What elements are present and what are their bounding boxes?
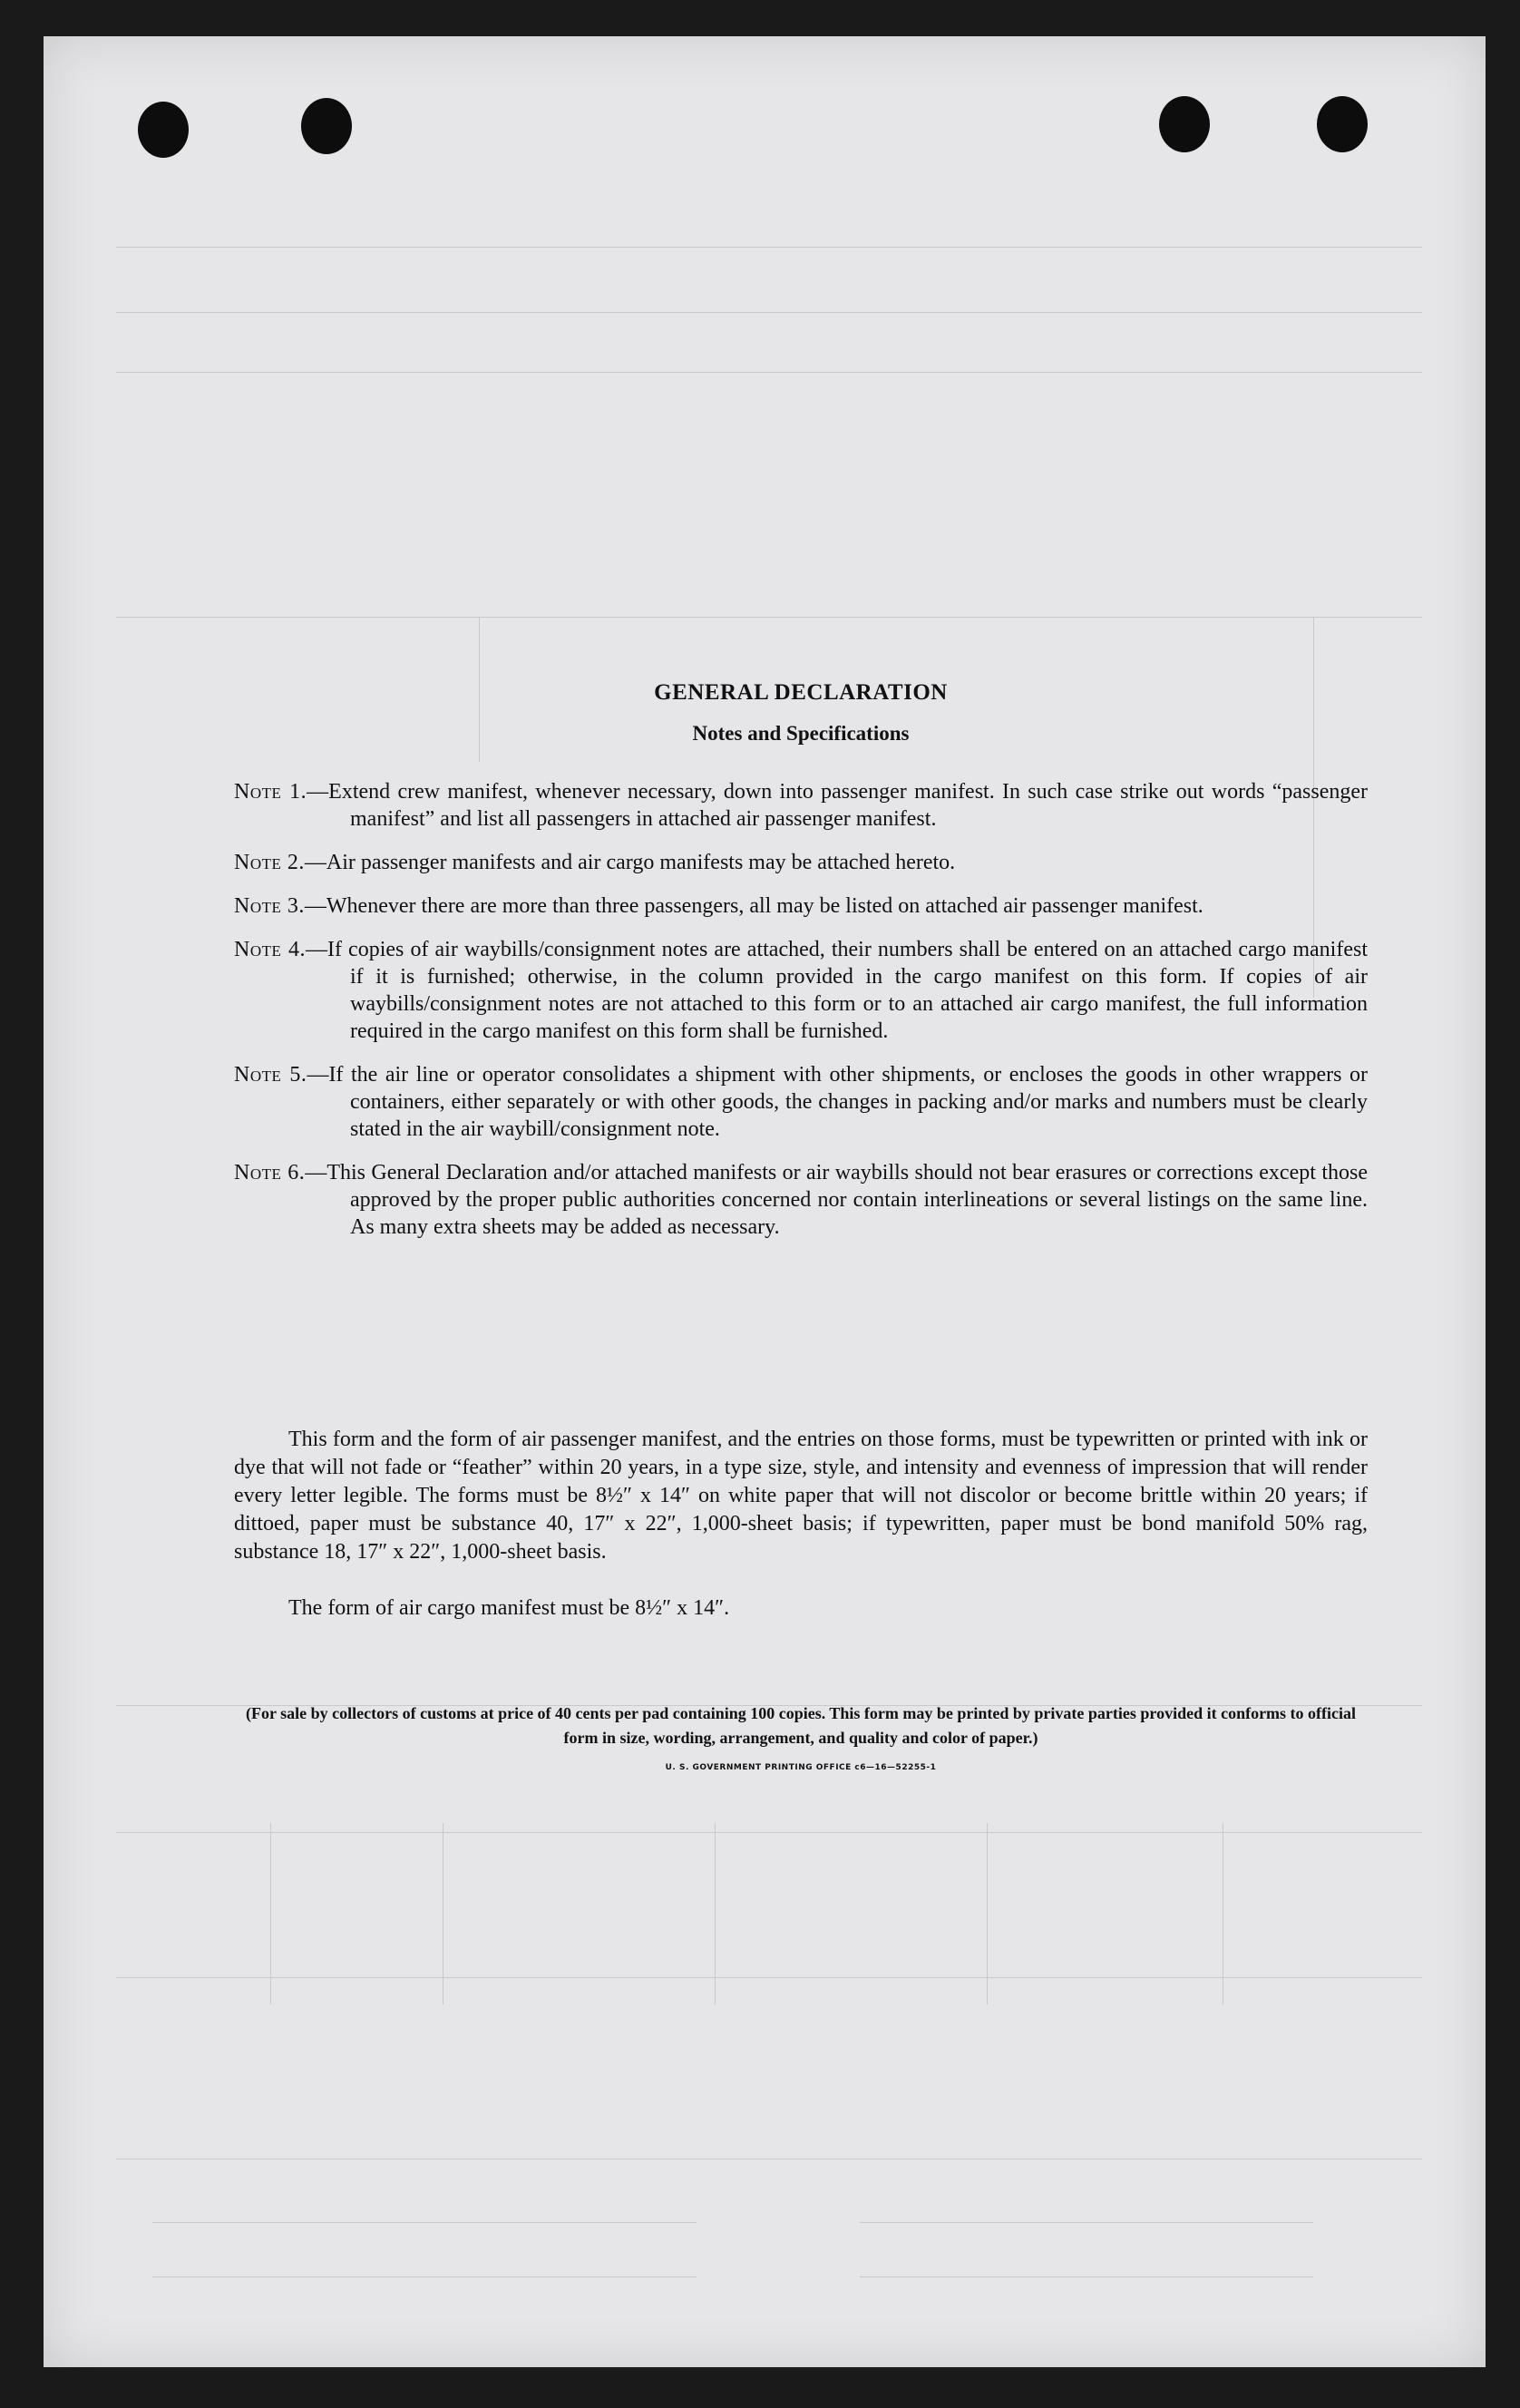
printer-imprint: U. S. GOVERNMENT PRINTING OFFICE c6—16—52255-1 [665,1763,937,1772]
note-2-label: Note 2. [234,851,305,874]
note-5-text: —If the air line or operator consolidates a shipment with other shipments, or encloses the goods in other wrappers or containers, either separately or with other goods, the changes in packing and/or marks and numbers must be clearly stated in the air waybill/consignment note. [307,1063,1368,1141]
sale-notice: (For sale by collectors of customs at price of 40 cents per pad containing 100 copies. This form may be printed by private parties provided it conforms to official form in size, wording, arrangement, and quality and color of paper.) [245,1704,1357,1747]
note-3-text: —Whenever there are more than three passengers, all may be listed on attached air passenger manifest. [304,894,1203,918]
note-1-text: —Extend crew manifest, whenever necessary, down into passenger manifest. In such case strike out words “passenger manifest” and list all passengers in attached air passenger manifest. [307,780,1368,831]
punch-hole-4 [1317,96,1368,152]
cargo-manifest-size: The form of air cargo manifest must be 8½″ x 14″. [288,1596,730,1620]
document-title: GENERAL DECLARATION [654,680,948,705]
document-subtitle: Notes and Specifications [692,722,910,745]
note-5 [234,1061,1368,1143]
note-3-label: Note 3. [234,894,305,918]
note-6 [234,1159,1368,1241]
notes-list [234,778,1368,1257]
note-2 [234,849,1368,876]
note-4-text: —If copies of air waybills/consignment notes are attached, their numbers shall be entered on an attached cargo manifest if it is furnished; otherwise, in the column provided in the cargo manifest on this form. If copies of air waybills/consignment notes are not attached to this form or to an attached air cargo manifest, the full information required in the cargo manifest on this form shall be furnished. [305,938,1368,1043]
note-2-text: —Air passenger manifests and air cargo manifests may be attached hereto. [304,851,956,874]
punch-hole-3 [1159,96,1210,152]
punch-hole-2 [301,98,352,154]
note-1 [234,778,1368,833]
note-1-label: Note 1. [234,780,307,804]
form-specification-paragraph: This form and the form of air passenger manifest, and the entries on those forms, must be typewritten or printed with ink or dye that will not fade or “feather” within 20 years, in a type size, style, and intensity and evenness of impression that will render every letter legible. The forms must be 8½″ x 14″ on white paper that will not discolor or become brittle within 20 years; if dittoed, paper must be substance 40, 17″ x 22″, 1,000-sheet basis; if typewritten, paper must be bond manifold 50% rag, substance 18, 17″ x 22″, 1,000-sheet basis. [234,1428,1368,1564]
note-3 [234,892,1368,920]
document-page [44,36,1486,2367]
punch-hole-1 [138,102,189,158]
note-4 [234,936,1368,1045]
note-5-label: Note 5. [234,1063,307,1087]
note-6-text: —This General Declaration and/or attached manifests or air waybills should not bear erasures or corrections except those approved by the proper public authorities concerned nor contain interlineations or several listings on the same line. As many extra sheets may be added as necessary. [305,1161,1368,1239]
note-6-label: Note 6. [234,1161,306,1185]
note-4-label: Note 4. [234,938,306,961]
